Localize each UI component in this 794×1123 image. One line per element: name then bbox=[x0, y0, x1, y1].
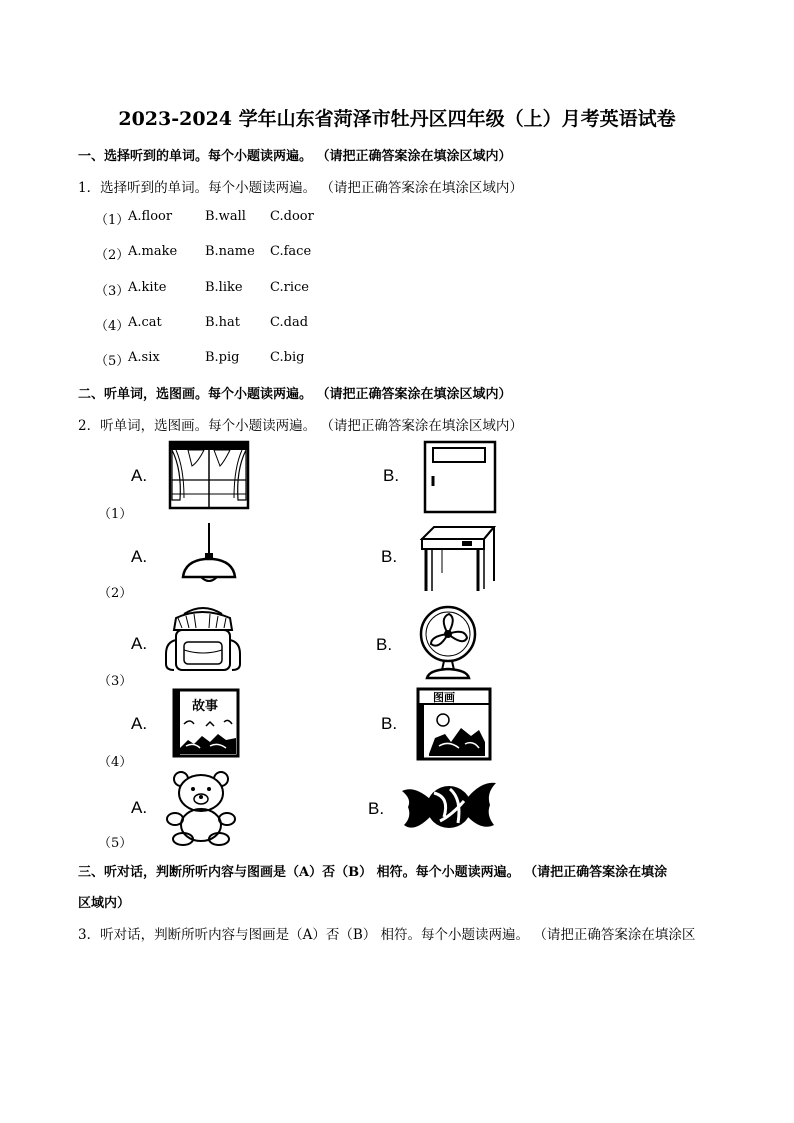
q2-item-number-3: （3） bbox=[98, 674, 133, 689]
question-3: 3．听对话，判断所听内容与图画是（A）否（B） 相符。每个小题读两遍。 （请把正确答案涂在填涂区 bbox=[78, 927, 696, 943]
section2-heading: 二、听单词，选图画。每个小题读两遍。 （请把正确答案涂在填涂区域内） bbox=[78, 387, 512, 402]
q5-option-a[interactable]: A.six bbox=[128, 350, 160, 365]
teddy-bear-picture[interactable] bbox=[163, 771, 241, 851]
option-b-label: B. bbox=[368, 799, 385, 818]
section1-heading: 一、选择听到的单词。每个小题读两遍。 （请把正确答案涂在填涂区域内） bbox=[78, 149, 512, 164]
q2-item-number-2: （2） bbox=[98, 586, 133, 601]
q4-option-c[interactable]: C.dad bbox=[270, 315, 309, 330]
lamp-picture[interactable] bbox=[175, 521, 243, 589]
question-2: 2．听单词，选图画。每个小题读两遍。 （请把正确答案涂在填涂区域内） bbox=[78, 418, 523, 434]
picturebook-picture[interactable] bbox=[415, 686, 493, 766]
page-title: 2023-2024 学年山东省菏泽市牡丹区四年级（上）月考英语试卷 bbox=[118, 108, 676, 130]
question-1: 1．选择听到的单词。每个小题读两遍。 （请把正确答案涂在填涂区域内） bbox=[78, 180, 523, 196]
q2-item-number: （2） bbox=[95, 248, 130, 263]
q5-option-b[interactable]: B.pig bbox=[205, 350, 240, 365]
q3-option-b[interactable]: B.like bbox=[205, 280, 243, 295]
option-a-label: A. bbox=[131, 547, 148, 566]
option-b-label: B. bbox=[381, 547, 398, 566]
q2-item-number-5: （5） bbox=[98, 836, 133, 851]
q1-option-b[interactable]: B.wall bbox=[205, 209, 246, 224]
desk-picture[interactable] bbox=[418, 523, 498, 599]
schoolbag-picture[interactable] bbox=[162, 604, 244, 680]
picturebook-cover-text: 图画 bbox=[433, 691, 455, 704]
option-b-label: B. bbox=[381, 714, 398, 733]
q1-option-c[interactable]: C.door bbox=[270, 209, 314, 224]
q3-option-c[interactable]: C.rice bbox=[270, 280, 309, 295]
candy-picture[interactable] bbox=[400, 777, 498, 841]
fan-picture[interactable] bbox=[413, 604, 483, 686]
option-a-label: A. bbox=[131, 466, 148, 485]
q1-item-number: （1） bbox=[95, 213, 130, 228]
q1-option-a[interactable]: A.floor bbox=[128, 209, 173, 224]
q2-option-c[interactable]: C.face bbox=[270, 244, 312, 259]
window-picture[interactable] bbox=[168, 440, 250, 514]
storybook-picture[interactable] bbox=[170, 688, 242, 764]
q2-option-b[interactable]: B.name bbox=[205, 244, 255, 259]
storybook-cover-text: 故事 bbox=[192, 699, 219, 714]
option-b-label: B. bbox=[376, 635, 393, 654]
q3-option-a[interactable]: A.kite bbox=[128, 280, 167, 295]
q4-option-b[interactable]: B.hat bbox=[205, 315, 241, 330]
q4-option-a[interactable]: A.cat bbox=[128, 315, 162, 330]
q2-option-a[interactable]: A.make bbox=[128, 244, 178, 259]
option-a-label: A. bbox=[131, 714, 148, 733]
door-picture[interactable] bbox=[423, 440, 497, 518]
q2-item-number-4: （4） bbox=[98, 755, 133, 770]
q5-option-c[interactable]: C.big bbox=[270, 350, 305, 365]
option-a-label: A. bbox=[131, 798, 148, 817]
section3-heading: 三、听对话，判断所听内容与图画是（A）否（B） 相符。每个小题读两遍。 （请把正确答案涂在填涂 bbox=[78, 865, 668, 880]
option-b-label: B. bbox=[383, 466, 400, 485]
q3-item-number: （3） bbox=[95, 284, 130, 299]
q4-item-number: （4） bbox=[95, 319, 130, 334]
q5-item-number: （5） bbox=[95, 354, 130, 369]
q2-item-number-1: （1） bbox=[98, 507, 133, 522]
option-a-label: A. bbox=[131, 634, 148, 653]
section3-heading-continued: 区域内） bbox=[78, 896, 131, 911]
